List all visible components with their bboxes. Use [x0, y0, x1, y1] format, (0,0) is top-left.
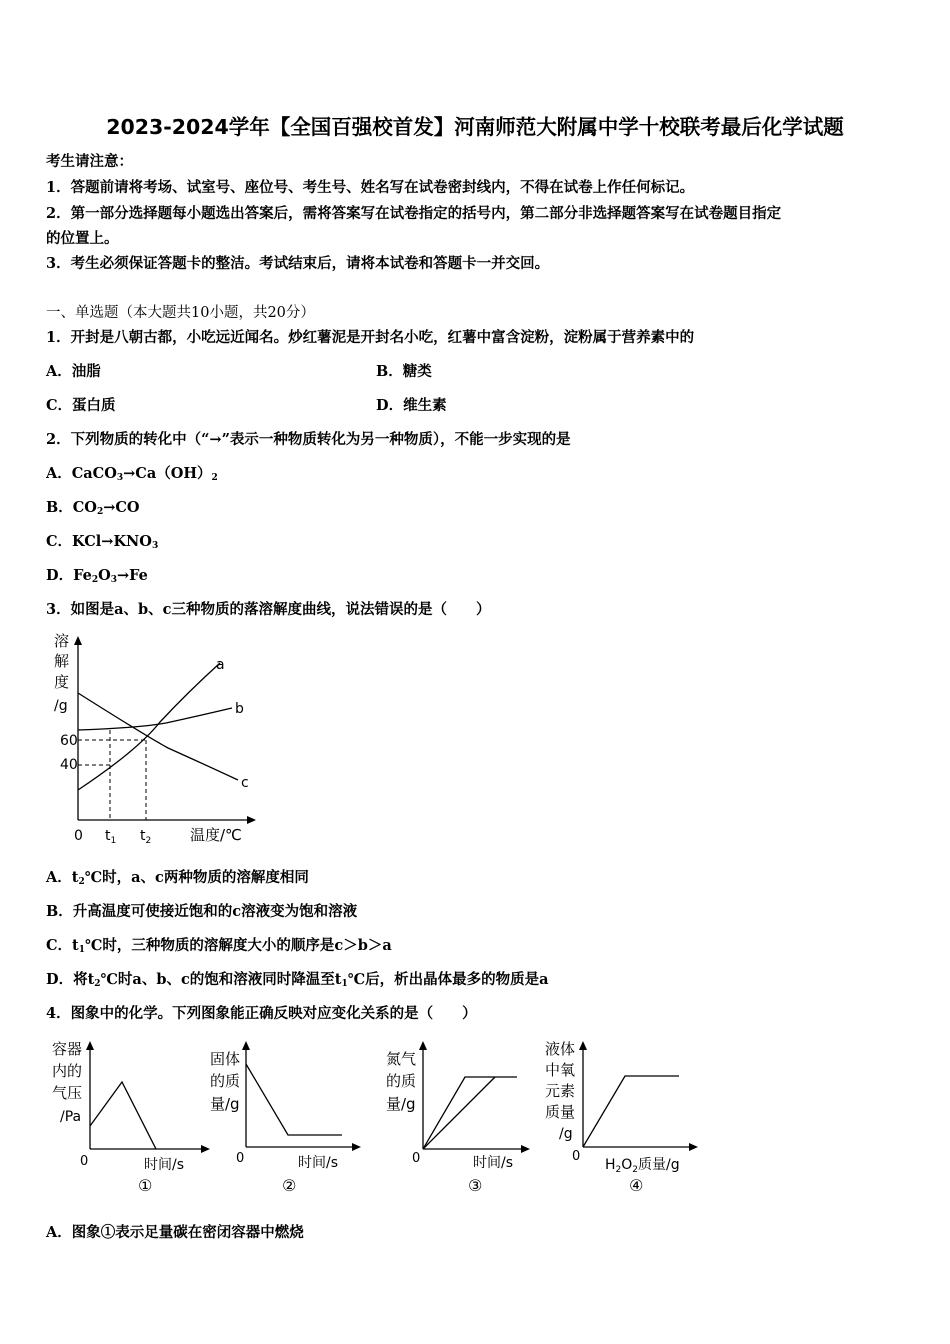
graph-1-number: ①: [138, 1176, 153, 1195]
graph-2-y-arrow: [242, 1041, 250, 1050]
graph-1-ylabel: 气压: [52, 1084, 83, 1102]
notice-heading: 考生请注意：: [46, 153, 133, 170]
curve-b-label: b: [235, 701, 244, 717]
y-axis-label: 解: [54, 652, 70, 670]
solubility-graph: [48, 628, 263, 850]
y-axis-label: /g: [54, 698, 68, 714]
graph-2-xlabel: 时间/s: [298, 1155, 339, 1171]
graph-4-ylabel: 液体: [545, 1040, 576, 1058]
graph-3-xlabel: 时间/s: [473, 1155, 514, 1171]
section-heading: 一、单选题（本大题共10小题，共20分）: [46, 305, 315, 321]
graph-1-ylabel: /Pa: [60, 1109, 82, 1125]
y-axis-arrow: [74, 636, 82, 645]
x-tick-t1: $t_1$: [105, 828, 117, 846]
graph-4-origin: 0: [572, 1149, 581, 1164]
q1-option-d: D．维生素: [376, 397, 447, 414]
q1-option-b: B．糖类: [376, 363, 432, 380]
y-axis-label: 溶: [54, 632, 70, 650]
graph-4-number: ④: [629, 1176, 644, 1195]
graph-1: [48, 1034, 213, 1199]
q3-option-a: A．$t_2℃$时，a、c两种物质的溶解度相同: [46, 869, 309, 887]
graph-2-ylabel: 固体: [210, 1050, 241, 1068]
y-tick-60: 60: [60, 733, 78, 749]
graph-4-ylabel: 中氧: [545, 1061, 576, 1079]
graph-3-ylabel: 氮气: [386, 1050, 417, 1068]
q1-option-a: A．油脂: [46, 363, 101, 380]
q1-option-c: C．蛋白质: [46, 397, 116, 414]
graph-2-ylabel: 量/g: [210, 1095, 240, 1113]
graph-4: [543, 1034, 703, 1199]
graph-3-x-arrow: [521, 1145, 530, 1153]
graph-4-curve: [583, 1076, 679, 1147]
graph-3-ylabel: 量/g: [386, 1095, 416, 1113]
q2-option-b: B．$CO_2\to CO$: [46, 499, 140, 517]
x-axis-label: 温度/℃: [190, 826, 242, 844]
q3-stem: 3．如图是a、b、c三种物质的落溶解度曲线，说法错误的是（ ）: [46, 601, 491, 618]
curve-c: [78, 693, 238, 780]
notice-item: 1．答题前请将考场、试室号、座位号、考生号、姓名写在试卷密封线内，不得在试卷上作任何标记。: [46, 179, 695, 196]
graph-3-ylabel: 的质: [386, 1072, 417, 1090]
q4-stem: 4．图象中的化学。下列图象能正确反映对应变化关系的是（ ）: [46, 1005, 477, 1022]
origin-label: 0: [74, 828, 83, 844]
graph-1-y-arrow: [86, 1041, 94, 1050]
graph-3-number: ③: [468, 1176, 483, 1195]
graph-1-ylabel: 容器: [52, 1040, 83, 1058]
notice-item: 的位置上。: [46, 230, 119, 247]
curve-b: [78, 708, 232, 730]
q2-option-a: A．$CaCO_3\to Ca(OH)_2$: [46, 465, 218, 483]
q2-stem: 2．下列物质的转化中（“→”表示一种物质转化为另一种物质），不能一步实现的是: [46, 431, 571, 448]
page-title: 2023-2024学年【全国百强校首发】河南师范大附属中学十校联考最后化学试题: [106, 115, 844, 139]
graph-3-y-arrow: [419, 1041, 427, 1050]
y-axis-label: 度: [54, 673, 70, 691]
graph-4-y-arrow: [579, 1041, 587, 1050]
graph-4-ylabel: /g: [559, 1126, 573, 1142]
graph-3-origin: 0: [412, 1151, 421, 1166]
q3-option-c: C．$t_1℃$时，三种物质的溶解度大小的顺序是c＞b＞a: [46, 937, 392, 955]
q4-option-a: A．图象①表示足量碳在密闭容器中燃烧: [46, 1224, 304, 1241]
y-tick-40: 40: [60, 757, 78, 773]
x-axis-arrow: [247, 816, 256, 824]
graph-3-curve-fast: [423, 1077, 517, 1149]
graph-2-curve: [246, 1064, 342, 1135]
curve-a: [78, 663, 220, 790]
graph-1-curve: [90, 1082, 156, 1149]
notice-item: 3．考生必须保证答题卡的整洁。考试结束后，请将本试卷和答题卡一并交回。: [46, 255, 550, 272]
graph-1-ylabel: 内的: [52, 1062, 83, 1080]
graph-2: [206, 1034, 366, 1199]
graph-4-ylabel: 质量: [545, 1103, 576, 1121]
graph-1-origin: 0: [80, 1154, 89, 1169]
q2-option-d: D．$Fe_2O_3\to Fe$: [46, 567, 148, 585]
q1-stem: 1．开封是八朝古都，小吃远近闻名。炒红薯泥是开封名小吃，红薯中富含淀粉，淀粉属于营养素中的: [46, 329, 695, 346]
q3-option-d: D．将$t_2℃$时a、b、c的饱和溶液同时降温至$t_1℃$后，析出晶体最多的物质是a: [46, 971, 549, 989]
graph-2-x-arrow: [352, 1143, 361, 1151]
graph-4-x-arrow: [689, 1143, 698, 1151]
curve-a-label: a: [216, 657, 225, 673]
q3-option-b: B．升高温度可使接近饱和的c溶液变为饱和溶液: [46, 903, 358, 920]
graph-2-number: ②: [282, 1176, 297, 1195]
graph-4-ylabel: 元素: [545, 1082, 576, 1100]
graph-2-ylabel: 的质: [210, 1072, 241, 1090]
curve-c-label: c: [241, 775, 249, 791]
x-tick-t2: $t_2$: [140, 828, 152, 846]
graph-4-xlabel: $H_2O_2$质量/g: [605, 1157, 680, 1175]
graph-3: [383, 1034, 533, 1199]
q2-option-c: C．$KCl\to KNO_3$: [46, 533, 159, 551]
graph-1-xlabel: 时间/s: [144, 1157, 185, 1173]
graph-2-origin: 0: [236, 1151, 245, 1166]
notice-item: 2．第一部分选择题每小题选出答案后，需将答案写在试卷指定的括号内，第二部分非选择题答案写在试卷题目指定: [46, 205, 782, 222]
